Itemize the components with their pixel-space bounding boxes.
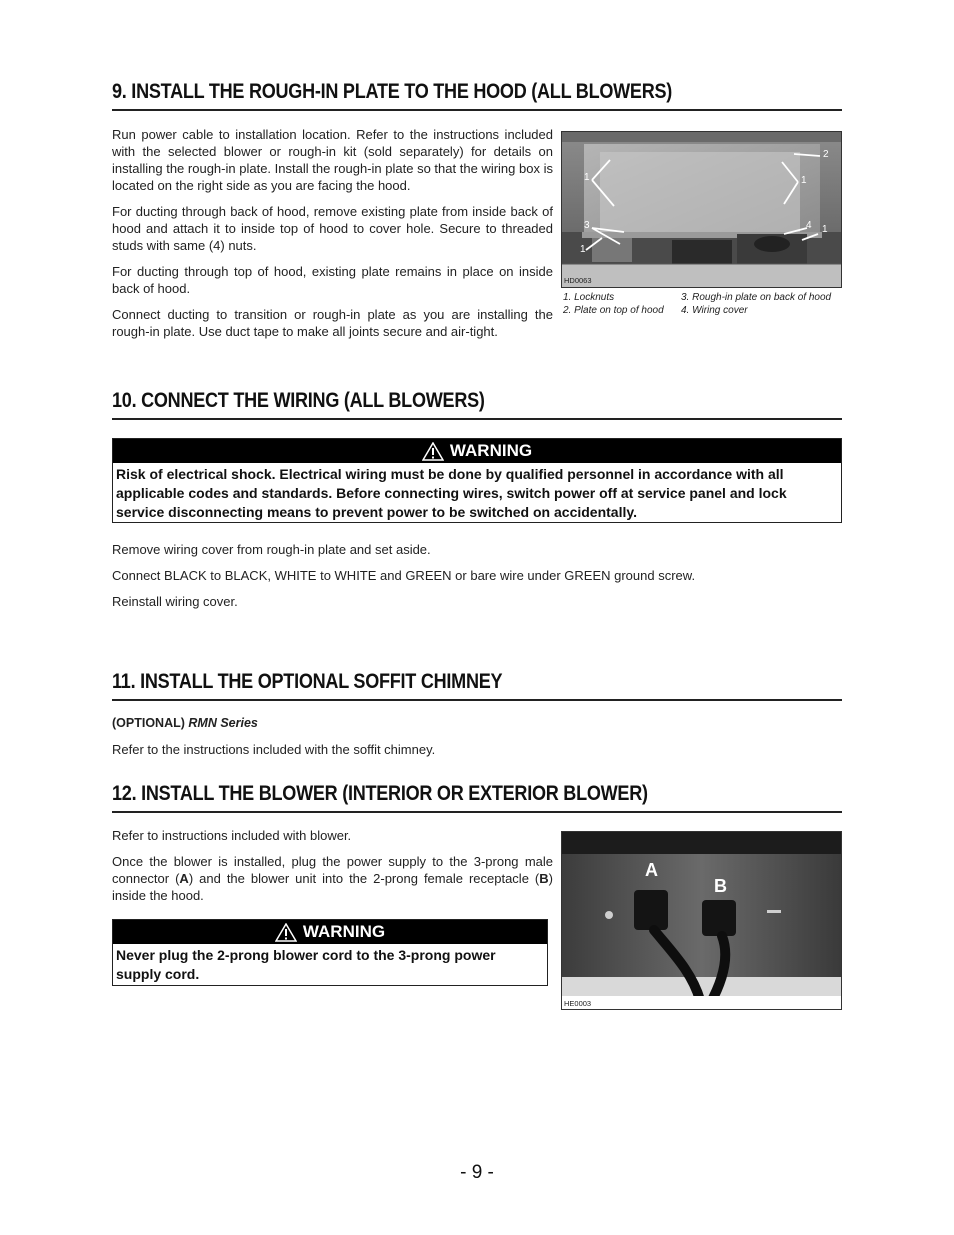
warning-triangle-icon — [275, 923, 297, 942]
section-9-paragraph-4: Connect ducting to transition or rough-in plate as you are installing the rough-in plate. Use duct tape to make all joints secure and air-tight. — [112, 307, 553, 339]
section-12-paragraph-2: Once the blower is installed, plug the power supply to the 3-prong male connector (A) and the blower unit into the 2-prong female receptacle (B) inside the hood. — [112, 854, 553, 903]
section-11-rule — [112, 699, 842, 701]
callout-1-right: 1 — [801, 175, 807, 186]
optional-label: (OPTIONAL) — [112, 716, 185, 730]
section-9-paragraph-1: Run power cable to installation location. Refer to the instructions included with the selected blower or rough-in kit (sold separately) for details on installing the rough-in plate. Install the rough-in plate so that the wiring box is located on the right side as you are facing the hood. — [112, 127, 553, 193]
warning-box-electrical — [112, 438, 842, 523]
section-10-paragraph-1: Remove wiring cover from rough-in plate and set aside. — [112, 542, 431, 557]
photo-legend-col-1 — [563, 291, 683, 317]
callout-2: 2 — [823, 149, 829, 160]
section-10-title: 10. CONNECT THE WIRING (ALL BLOWERS) — [112, 389, 485, 412]
section-12-title: 12. INSTALL THE BLOWER (INTERIOR OR EXTERIOR BLOWER) — [112, 782, 648, 805]
section-11-title: 11. INSTALL THE OPTIONAL SOFFIT CHIMNEY — [112, 670, 503, 693]
warning-header — [113, 439, 841, 463]
legend-item-4: 4. Wiring cover — [681, 305, 748, 316]
series-name: RMN Series — [188, 716, 258, 730]
blower-plug-photo — [561, 831, 842, 1010]
receptacle-b-ref: B — [539, 871, 549, 886]
section-10-rule — [112, 418, 842, 420]
section-12-paragraph-1: Refer to instructions included with blower. — [112, 828, 352, 843]
section-10-paragraph-3: Reinstall wiring cover. — [112, 594, 238, 609]
photo-id-hd0063: HD0063 — [564, 276, 592, 285]
section-11-paragraph-1: Refer to the instructions included with the soffit chimney. — [112, 742, 436, 757]
section-9-paragraph-3: For ducting through top of hood, existing plate remains in place on inside back of hood. — [112, 264, 553, 296]
section-9-title: 9. INSTALL THE ROUGH-IN PLATE TO THE HOOD (ALL BLOWERS) — [112, 80, 673, 103]
legend-item-2: 2. Plate on top of hood — [563, 305, 664, 316]
section-9-paragraph-2: For ducting through back of hood, remove existing plate from inside back of hood and attach it to inside top of hood to cover hole. Secure to threaded studs with same (4) nuts. — [112, 204, 553, 253]
photo-legend-col-2 — [681, 291, 846, 317]
warning-label: WARNING — [449, 441, 533, 460]
warning-label-2: WARNING — [302, 922, 386, 941]
warning-text-2: Never plug the 2-prong blower cord to the 3-prong power supply cord. — [116, 947, 496, 982]
callout-1-left: 1 — [584, 172, 590, 183]
callout-4: 4 — [806, 220, 812, 231]
label-a: A — [645, 860, 658, 880]
rough-in-plate-photo — [561, 131, 842, 288]
callout-1-bottom-right: 1 — [822, 224, 828, 235]
callout-1-bottom: 1 — [580, 244, 586, 255]
optional-series-line — [112, 715, 842, 732]
section-12-rule — [112, 811, 842, 813]
connector-a-ref: A — [179, 871, 189, 886]
page-number: - 9 - — [460, 1162, 494, 1183]
warning-box-blower — [112, 919, 548, 986]
legend-item-3: 3. Rough-in plate on back of hood — [681, 292, 832, 303]
warning-triangle-icon — [422, 442, 444, 461]
photo-id-he0003: HE0003 — [564, 999, 592, 1008]
warning-header-2 — [113, 920, 547, 944]
callout-3: 3 — [584, 220, 590, 231]
warning-text: Risk of electrical shock. Electrical wiring must be done by qualified personnel in accordance with all applicable codes and standards. Before connecting wires, switch power off at service panel and lock service disconnecting means to prevent power to be switched on accidentally. — [116, 466, 787, 520]
label-b: B — [714, 876, 727, 896]
legend-item-1: 1. Locknuts — [563, 292, 615, 303]
section-9-rule — [112, 109, 842, 111]
section-10-paragraph-2: Connect BLACK to BLACK, WHITE to WHITE and GREEN or bare wire under GREEN ground screw. — [112, 568, 696, 583]
